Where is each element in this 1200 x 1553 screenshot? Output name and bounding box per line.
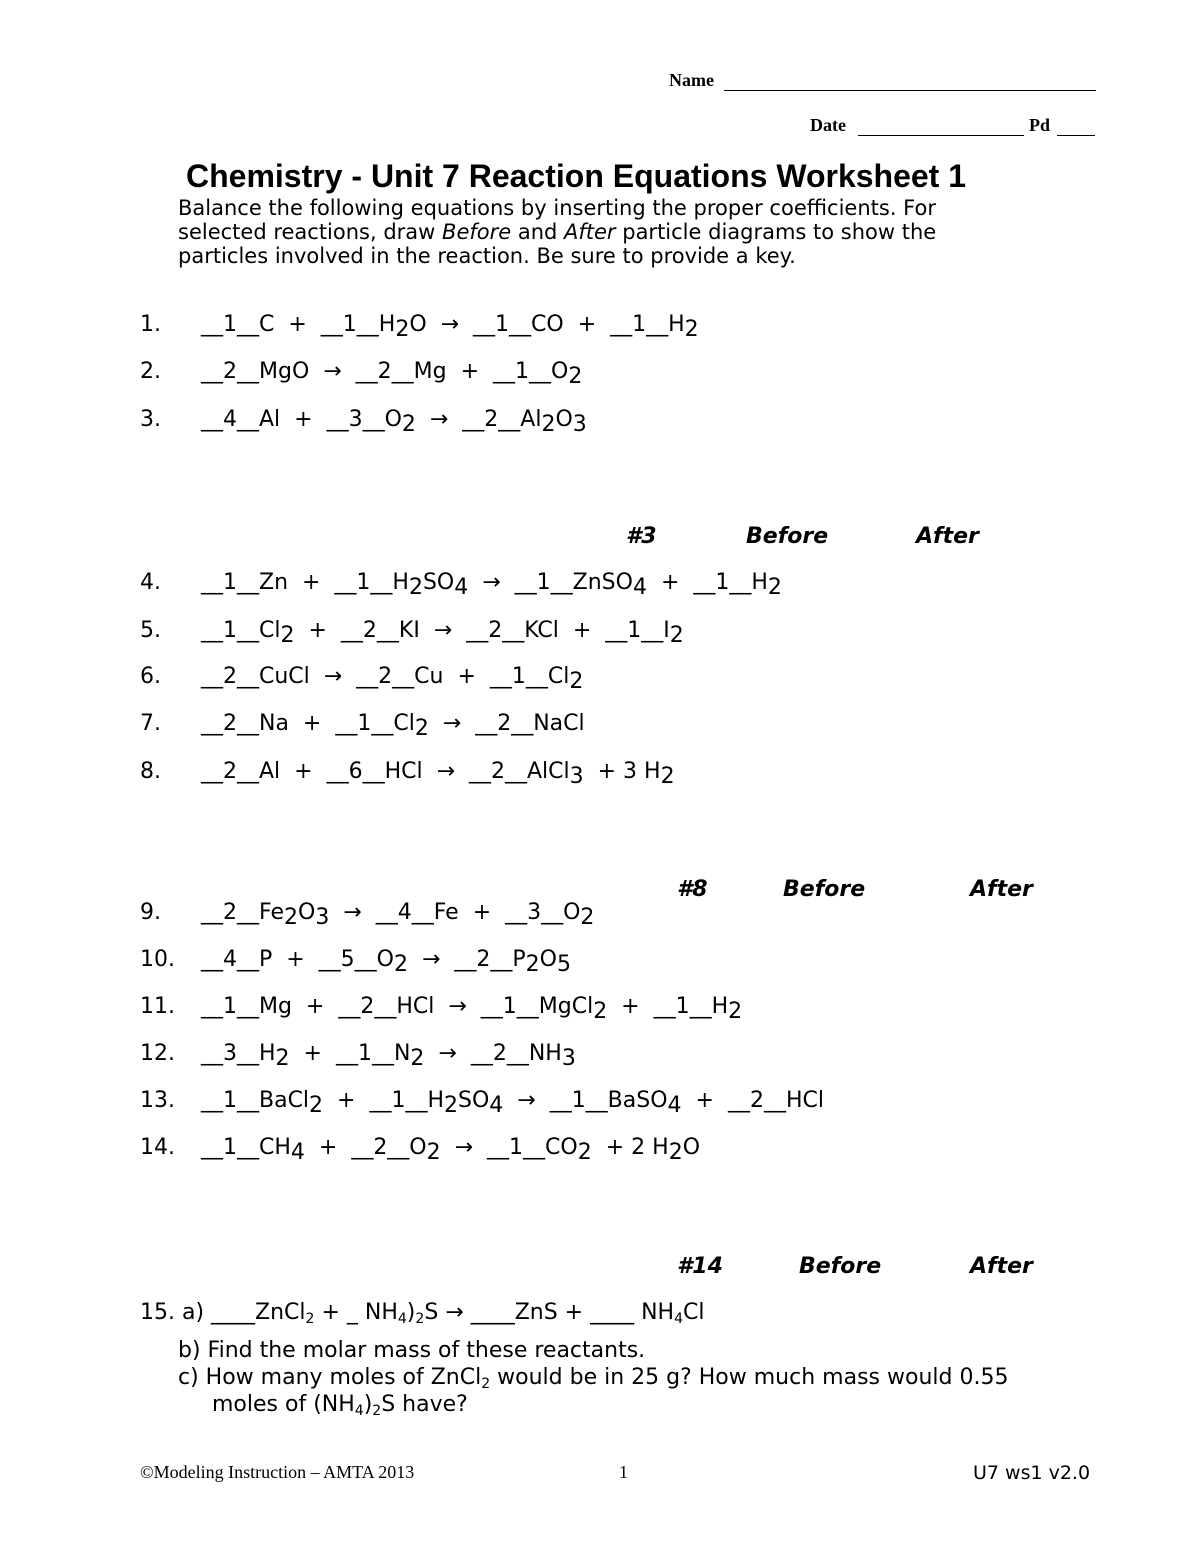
footer-page-number: 1 xyxy=(619,1462,628,1482)
equation-text: __1__Zn + __1__H2SO4 → __1__ZnSO4 + __1__H2 xyxy=(201,570,782,600)
name-field[interactable] xyxy=(724,72,1096,91)
equation-number: 1. xyxy=(140,312,161,337)
equation-text: __1__Mg + __2__HCl → __1__MgCl2 + __1__H2 xyxy=(201,994,743,1024)
footer-copyright: ©Modeling Instruction – AMTA 2013 xyxy=(140,1462,415,1482)
instructions-line3: particles involved in the reaction. Be sure to provide a key. xyxy=(178,244,796,268)
diagram-before-label: Before xyxy=(799,1254,882,1279)
footer-version: U7 ws1 v2.0 xyxy=(973,1462,1091,1484)
equation-number: 6. xyxy=(140,664,161,689)
equation-number: 14. xyxy=(140,1135,175,1160)
equation-text: __4__Al + __3__O2 → __2__Al2O3 xyxy=(201,407,587,437)
equation-number: 2. xyxy=(140,359,161,384)
equation-text: __1__CH4 + __2__O2 → __1__CO2 + 2 H2O xyxy=(201,1135,701,1165)
diagram-after-label: After xyxy=(916,524,979,549)
question-15c: c) How many moles of ZnCl2 would be in 25 g? How much mass would 0.55 xyxy=(178,1365,1009,1392)
equation-number: 9. xyxy=(140,900,161,925)
diagram-before-label: Before xyxy=(746,524,829,549)
equation-text: __2__Fe2O3 → __4__Fe + __3__O2 xyxy=(201,900,595,930)
page-title: Chemistry - Unit 7 Reaction Equations Worksheet 1 xyxy=(186,158,967,194)
question-15a: 15. a) ____ZnCl2 + _ NH4)2S → ____ZnS + ____ NH4Cl xyxy=(140,1300,705,1327)
equation-text: __2__CuCl → __2__Cu + __1__Cl2 xyxy=(201,664,584,694)
pd-label: Pd xyxy=(1029,115,1051,135)
pd-field[interactable] xyxy=(1057,117,1095,136)
equation-number: 4. xyxy=(140,570,161,595)
equation-text: __2__Na + __1__Cl2 → __2__NaCl xyxy=(201,711,585,741)
instructions-line2: selected reactions, draw Before and After particle diagrams to show the xyxy=(178,220,937,244)
equation-text: __4__P + __5__O2 → __2__P2O5 xyxy=(201,947,571,977)
equation-text: __3__H2 + __1__N2 → __2__NH3 xyxy=(201,1041,576,1071)
diagram-ref-label: #8 xyxy=(677,877,708,902)
diagram-after-label: After xyxy=(970,1254,1033,1279)
instructions-line1: Balance the following equations by inserting the proper coefficients. For xyxy=(178,196,936,220)
equation-number: 7. xyxy=(140,711,161,736)
equation-text: __1__Cl2 + __2__KI → __2__KCl + __1__I2 xyxy=(201,618,684,648)
equation-text: __1__C + __1__H2O → __1__CO + __1__H2 xyxy=(201,312,699,342)
equation-number: 10. xyxy=(140,947,175,972)
equation-text: __2__MgO → __2__Mg + __1__O2 xyxy=(201,359,583,389)
equation-text: __1__BaCl2 + __1__H2SO4 → __1__BaSO4 + __2__HCl xyxy=(201,1088,824,1118)
date-field[interactable] xyxy=(858,117,1024,136)
instructions xyxy=(178,196,1078,268)
equation-number: 13. xyxy=(140,1088,175,1113)
diagram-after-label: After xyxy=(970,877,1033,902)
equation-text: __2__Al + __6__HCl → __2__AlCl3 + 3 H2 xyxy=(201,759,675,789)
question-15b: b) Find the molar mass of these reactants. xyxy=(178,1338,646,1363)
date-label: Date xyxy=(810,115,846,135)
question-15c-continued: moles of (NH4)2S have? xyxy=(212,1392,468,1419)
equation-number: 8. xyxy=(140,759,161,784)
equation-number: 12. xyxy=(140,1041,175,1066)
equation-number: 11. xyxy=(140,994,175,1019)
diagram-ref-label: #14 xyxy=(677,1254,723,1279)
diagram-before-label: Before xyxy=(783,877,866,902)
equation-number: 3. xyxy=(140,407,161,432)
name-label: Name xyxy=(669,70,714,90)
equation-number: 5. xyxy=(140,618,161,643)
diagram-ref-label: #3 xyxy=(626,524,657,549)
